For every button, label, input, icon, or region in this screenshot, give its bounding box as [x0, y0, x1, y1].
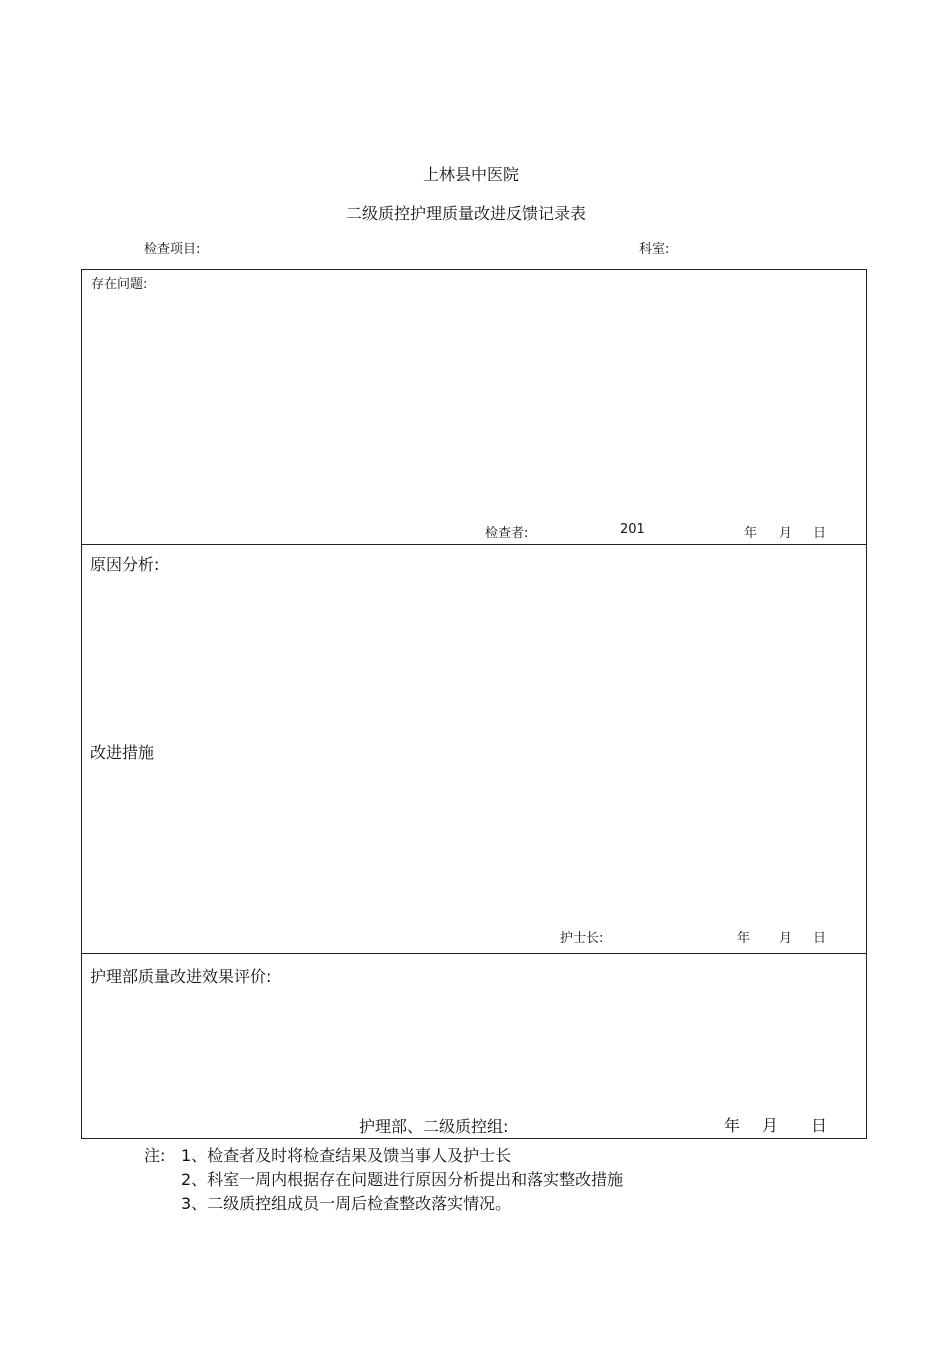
date-year: 年 — [744, 526, 758, 541]
year-prefix: 201 — [620, 522, 645, 537]
date-month: 月 — [762, 1116, 779, 1135]
evaluation-label: 护理部质量改进效果评价: — [90, 967, 272, 986]
feedback-form-table — [81, 269, 867, 1139]
department-label: 科室: — [639, 242, 670, 257]
date-day: 日 — [811, 1116, 828, 1135]
notes-prefix: 注: — [144, 1146, 166, 1165]
inspection-item-label: 检查项目: — [144, 242, 201, 257]
problems-label: 存在问题: — [91, 277, 148, 292]
date-day: 日 — [813, 931, 827, 946]
nursing-dept-signer-label: 护理部、二级质控组: — [359, 1117, 509, 1136]
form-title: 二级质控护理质量改进反馈记录表 — [345, 204, 586, 223]
date-year: 年 — [724, 1116, 741, 1135]
note-item: 3、二级质控组成员一周后检查整改落实情况。 — [181, 1194, 512, 1213]
hospital-name: 上林县中医院 — [422, 165, 519, 184]
date-year: 年 — [737, 931, 751, 946]
improvement-measures-label: 改进措施 — [90, 743, 155, 762]
date-month: 月 — [779, 931, 793, 946]
note-item: 1、检查者及时将检查结果及馈当事人及护士长 — [181, 1146, 512, 1165]
section-divider — [82, 953, 866, 954]
head-nurse-label: 护士长: — [560, 931, 604, 946]
date-month: 月 — [779, 526, 793, 541]
date-day: 日 — [813, 526, 827, 541]
inspector-label: 检查者: — [485, 526, 529, 541]
cause-analysis-label: 原因分析: — [90, 555, 160, 574]
section-divider — [82, 544, 866, 545]
note-item: 2、科室一周内根据存在问题进行原因分析提出和落实整改措施 — [181, 1170, 624, 1189]
